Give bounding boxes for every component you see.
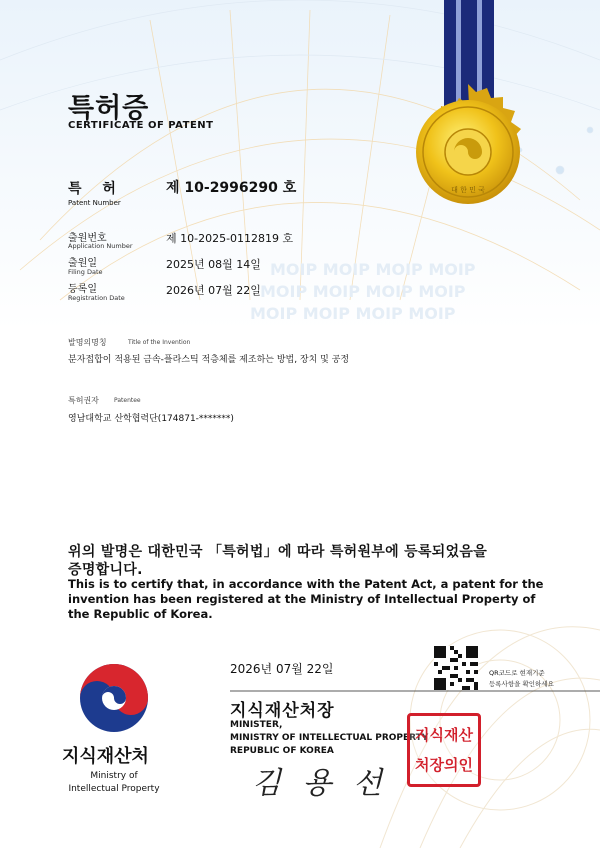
gold-medal: [398, 82, 538, 222]
filing-date-label-en: Filing Date: [68, 268, 103, 276]
registration-date-label-en: Registration Date: [68, 294, 125, 302]
document-subtitle: CERTIFICATE OF PATENT: [68, 120, 214, 131]
certification-ko-line2: 증명합니다.: [68, 562, 143, 578]
filing-date-value: 2025년 08월 14일: [166, 258, 261, 271]
patent-number-label: 특 허: [68, 181, 124, 197]
signature: 김 용 선: [252, 766, 389, 801]
qr-caption-line2: 등록사항을 확인하세요: [489, 680, 554, 688]
minister-line2: MINISTRY OF INTELLECTUAL PROPERTY: [230, 733, 429, 743]
document-title: 특허증: [68, 93, 150, 124]
certification-ko-line1: 위의 발명은 대한민국 「특허법」에 따라 특허원부에 등록되었음을: [68, 544, 488, 560]
application-number-value: 제 10-2025-0112819 호: [166, 232, 294, 245]
ministry-name-ko: 지식재산처: [62, 746, 149, 767]
certification-en-line2: invention has been registered at the Ministry of Intellectual Property of: [68, 592, 536, 606]
application-number-label: 출원번호: [68, 233, 107, 244]
registration-date-value: 2026년 07월 22일: [166, 284, 261, 297]
certification-en-line1: This is to certify that, in accordance with the Patent Act, a patent for the: [68, 577, 544, 591]
patentee-label-en: Patentee: [114, 397, 141, 404]
invention-title-label: 발명의명칭: [68, 338, 107, 347]
invention-title-value: 분자접합이 적용된 금속-플라스틱 적층체를 제조하는 방법, 장치 및 공정: [68, 355, 350, 365]
patentee-label: 특허권자: [68, 396, 99, 405]
application-number-label-en: Application Number: [68, 242, 133, 250]
medal-text: 대 한 민 국: [451, 186, 485, 194]
watermark-text: MOIP MOIP MOIP MOIP: [270, 260, 476, 279]
ministry-name-en-line1: Ministry of: [90, 771, 138, 781]
certification-en-line3: the Republic of Korea.: [68, 607, 213, 621]
seal-text-line1: 지식재산: [415, 726, 473, 744]
ministry-name-en-line2: Intellectual Property: [68, 784, 160, 794]
patentee-value: 영남대학교 산학협력단(174871-*******): [68, 414, 234, 424]
qr-caption-line1: QR코드로 현재기준: [489, 669, 545, 677]
svg-text:MOIP MOIP MOIP MOIP: MOIP MOIP MOIP MOIP: [260, 282, 466, 301]
seal-text-line2: 처장의인: [415, 756, 473, 774]
issue-date: 2026년 07월 22일: [230, 662, 334, 676]
official-seal: [407, 713, 481, 787]
commissioner-title: 지식재산처장: [230, 701, 335, 721]
minister-line3: REPUBLIC OF KOREA: [230, 746, 334, 756]
ministry-logo-icon: [78, 662, 150, 734]
patent-number-value: 제 10-2996290 호: [166, 180, 297, 196]
filing-date-label: 출원일: [68, 258, 97, 269]
minister-line1: MINISTER,: [230, 720, 283, 730]
registration-date-label: 등록일: [68, 284, 97, 295]
qr-code[interactable]: [434, 646, 478, 690]
invention-title-label-en: Title of the Invention: [128, 339, 191, 346]
patent-number-label-en: Patent Number: [68, 199, 121, 207]
svg-text:MOIP MOIP MOIP MOIP: MOIP MOIP MOIP MOIP: [250, 304, 456, 323]
